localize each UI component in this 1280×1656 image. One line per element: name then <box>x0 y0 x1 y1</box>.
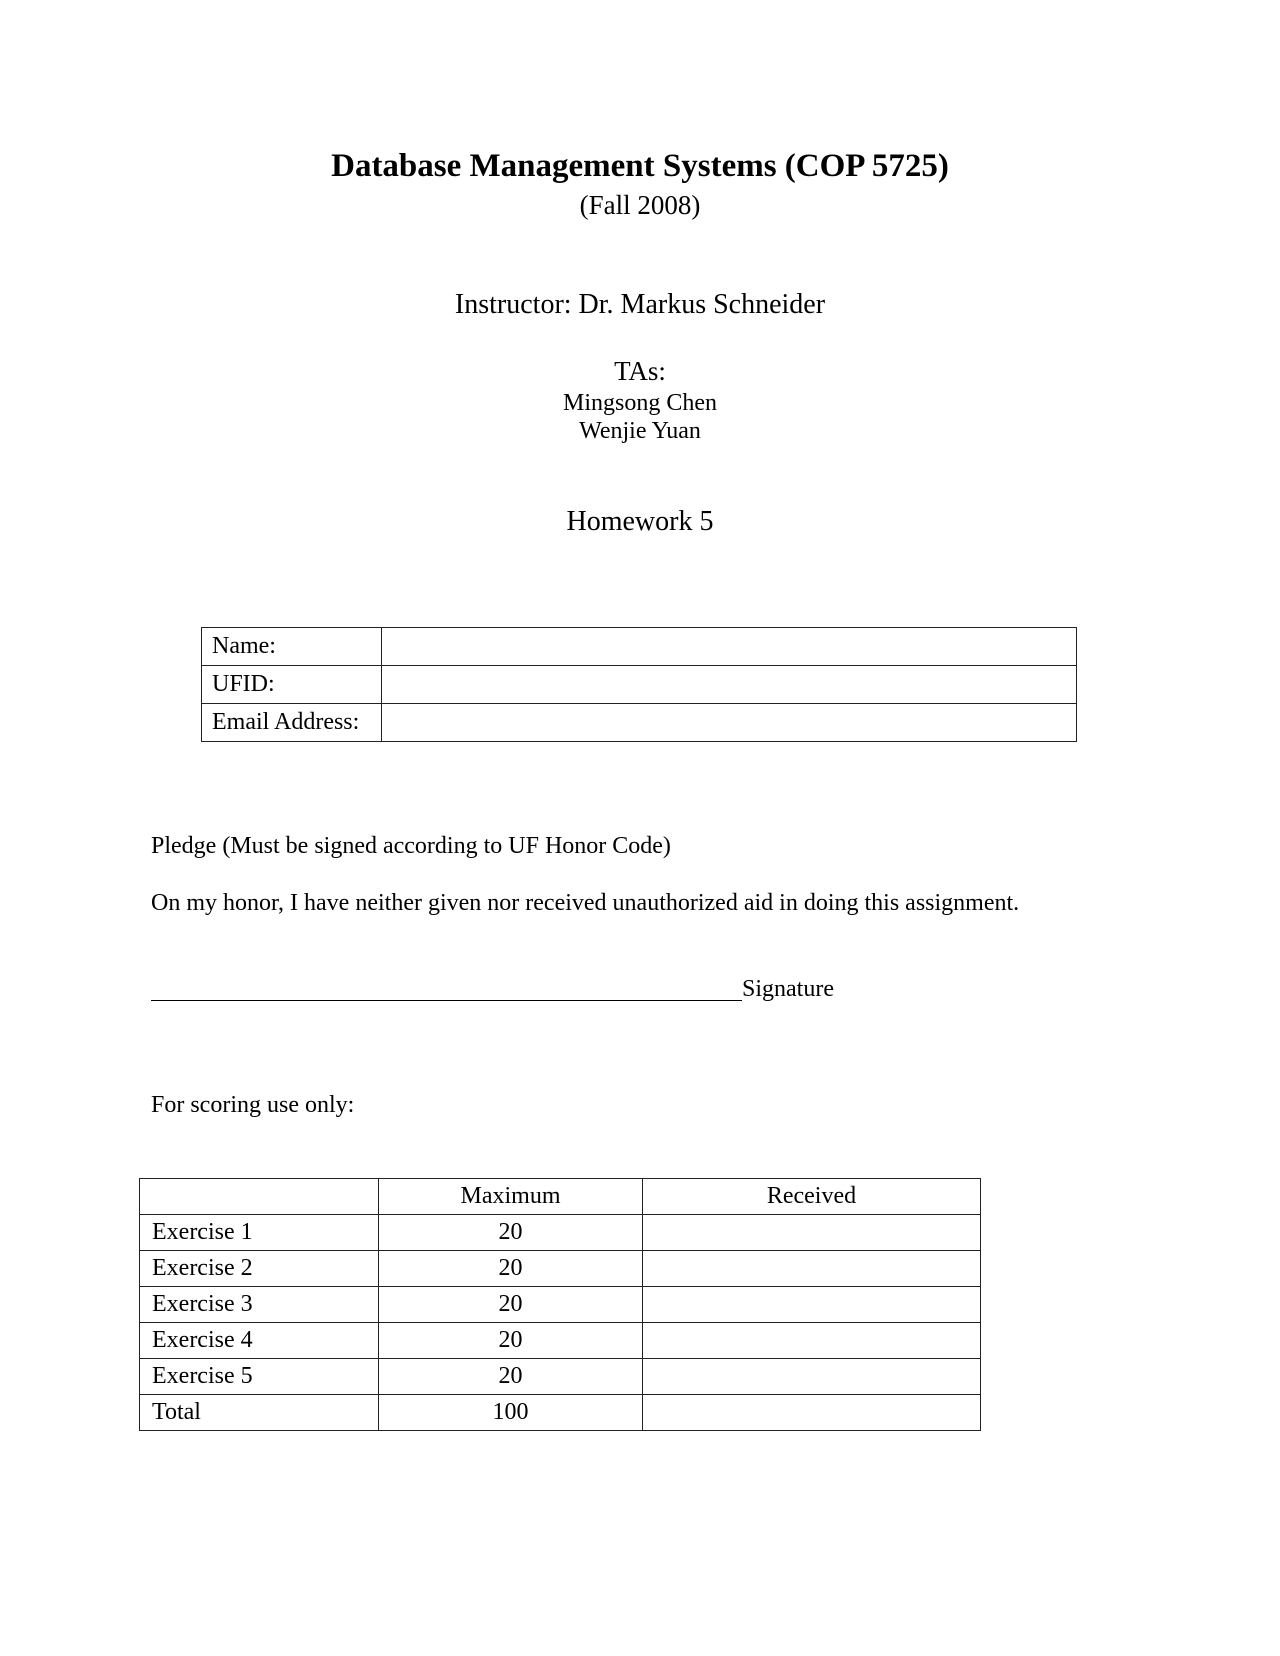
total-received[interactable] <box>643 1395 981 1431</box>
name-label: Name: <box>202 628 382 666</box>
maximum-score: 20 <box>379 1287 643 1323</box>
email-label: Email Address: <box>202 704 382 742</box>
received-score[interactable] <box>643 1287 981 1323</box>
received-score[interactable] <box>643 1251 981 1287</box>
pledge-heading: Pledge (Must be signed according to UF Honor Code) <box>151 833 671 859</box>
signature-line[interactable] <box>151 1000 742 1001</box>
maximum-score: 20 <box>379 1251 643 1287</box>
total-maximum: 100 <box>379 1395 643 1431</box>
table-row <box>202 704 1077 742</box>
signature-label: Signature <box>742 976 834 1002</box>
table-row <box>140 1251 981 1287</box>
table-row <box>140 1215 981 1251</box>
received-score[interactable] <box>643 1359 981 1395</box>
header-cell-received: Received <box>643 1179 981 1215</box>
maximum-score: 20 <box>379 1359 643 1395</box>
ufid-field[interactable] <box>382 666 1077 704</box>
course-title: Database Management Systems (COP 5725) <box>331 148 949 184</box>
instructor-label: Instructor: Dr. Markus Schneider <box>454 289 826 320</box>
table-row <box>140 1323 981 1359</box>
maximum-score: 20 <box>379 1215 643 1251</box>
email-field[interactable] <box>382 704 1077 742</box>
exercise-label: Exercise 1 <box>140 1215 379 1251</box>
ta-name: Mingsong Chen <box>562 390 717 416</box>
table-header-row <box>140 1179 981 1215</box>
score-table <box>139 1178 981 1431</box>
tas-heading: TAs: <box>614 356 666 386</box>
pledge-text: On my honor, I have neither given nor received unauthorized aid in doing this assignment. <box>151 890 1020 916</box>
table-row <box>140 1287 981 1323</box>
ta-name: Wenjie Yuan <box>579 418 701 444</box>
table-row <box>202 628 1077 666</box>
exercise-label: Exercise 2 <box>140 1251 379 1287</box>
table-row <box>202 666 1077 704</box>
header-cell <box>140 1179 379 1215</box>
term-label: (Fall 2008) <box>579 190 701 220</box>
scoring-note: For scoring use only: <box>151 1092 355 1118</box>
exercise-label: Exercise 3 <box>140 1287 379 1323</box>
header-cell-maximum: Maximum <box>379 1179 643 1215</box>
total-label: Total <box>140 1395 379 1431</box>
received-score[interactable] <box>643 1323 981 1359</box>
name-field[interactable] <box>382 628 1077 666</box>
ufid-label: UFID: <box>202 666 382 704</box>
exercise-label: Exercise 5 <box>140 1359 379 1395</box>
student-info-table <box>201 627 1077 742</box>
table-row <box>140 1359 981 1395</box>
exercise-label: Exercise 4 <box>140 1323 379 1359</box>
received-score[interactable] <box>643 1215 981 1251</box>
assignment-title: Homework 5 <box>566 506 714 537</box>
table-row-total <box>140 1395 981 1431</box>
maximum-score: 20 <box>379 1323 643 1359</box>
